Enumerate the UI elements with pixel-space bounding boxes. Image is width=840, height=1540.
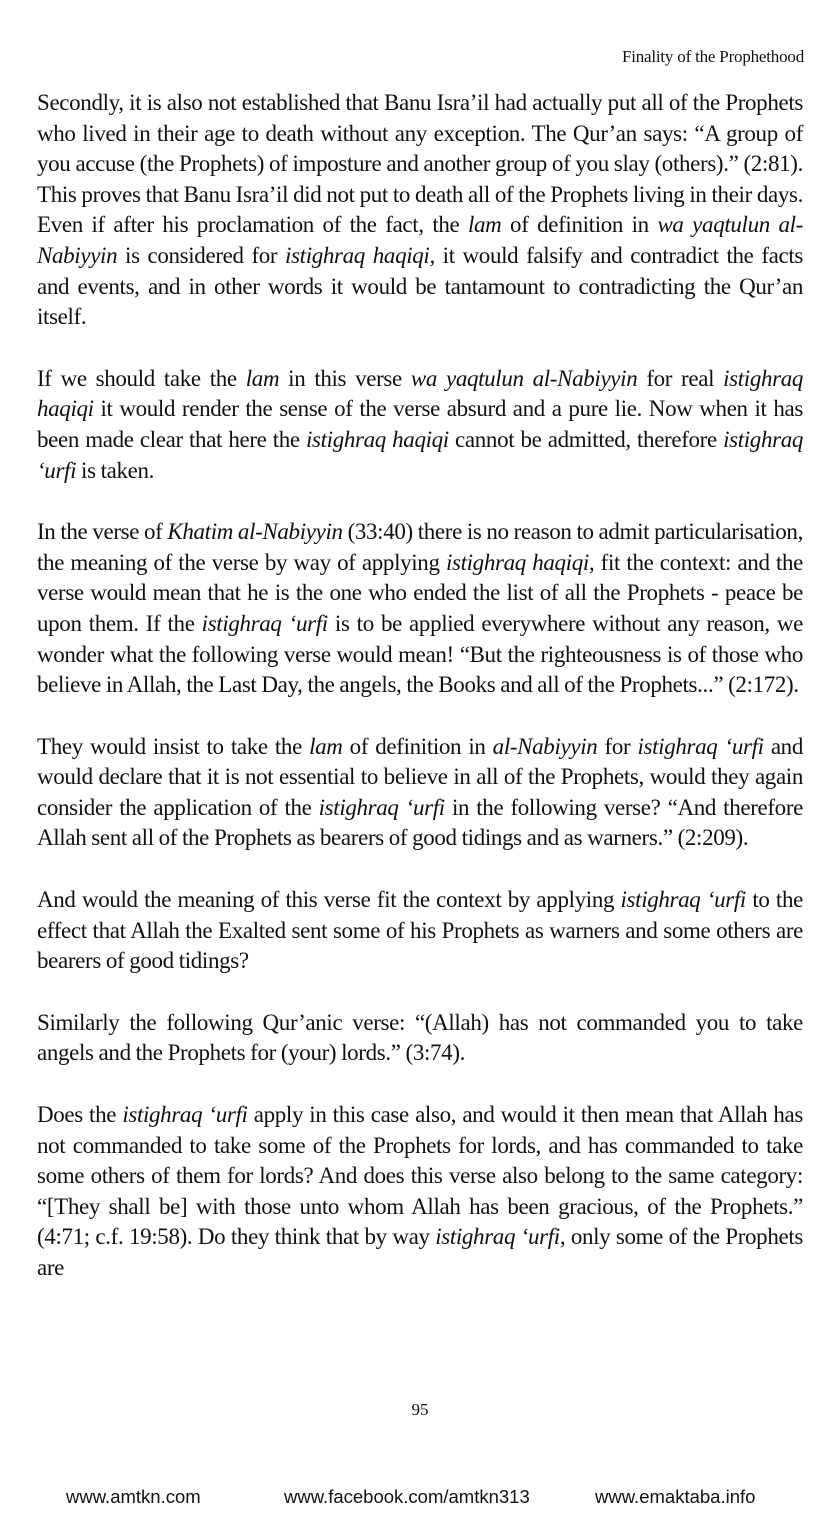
text-run: and would declare that it is not essential to believe in all of the Prophets, would they again consider the application of the	[37, 733, 803, 820]
text-run: of definition in	[501, 212, 658, 238]
italic-term: istighraq haqiqi	[306, 426, 449, 452]
italic-term: istighraq haqiqi	[37, 365, 804, 422]
paragraph	[37, 1100, 803, 1284]
italic-term: wa yaqtulun al-Nabiyyin	[410, 365, 638, 391]
text-run: in the following verse? “And therefore Allah sent all of the Prophets as bearers of good tidings and as warners.” (2:209).	[37, 794, 803, 851]
text-run: it would falsify and contradict the facts and events, and in other words it would be tantamount to contradicting the Qur’an itself.	[37, 242, 803, 330]
text-run: it would render the sense of the verse absurd and a pure lie. Now when it has been made clear that here the	[37, 396, 803, 452]
text-run: of definition in	[342, 733, 493, 759]
footer-link-amtkn[interactable]: www.amtkn.com	[66, 1486, 201, 1507]
page-number: 95	[411, 1400, 429, 1419]
italic-term: istighraq haqiqi,	[445, 549, 595, 575]
text-run: apply in this case also, and would it then mean that Allah has not commanded to take some of the Prophets for lords, and has commanded to take some others of them for lords? And does this verse also belong to the same category: “[They shall be] with those unto whom Allah has been gracious, of the Prophets.” (4:71; c.f. 19:58). Do they think that by way	[37, 1102, 804, 1250]
text-run: fit the context: and the verse would mean that he is the one who ended the list of all the Prophets - peace be upon them. If the	[37, 549, 803, 636]
text-run: Does the	[37, 1102, 123, 1128]
text-run: (33:40) there is no reason to admit particularisation, the meaning of the verse by way of applying	[37, 519, 803, 575]
italic-term: Khatim al-Nabiyyin	[167, 519, 343, 545]
italic-term: istighraq ‘urfi,	[435, 1224, 566, 1250]
text-run: is to be applied everywhere without any reason, we wonder what the following verse would mean! “But the righteousness is of those who believe in Allah, the Last Day, the angels, the Books and all of the Prophets...” (2:172).	[37, 610, 803, 698]
text-run: is considered for	[117, 242, 286, 268]
footer	[0, 1486, 840, 1516]
paragraph	[37, 517, 803, 701]
italic-term: lam	[467, 212, 502, 238]
italic-term: wa yaqtulun al-Nabiyyin	[37, 212, 803, 268]
italic-term: lam	[309, 733, 343, 759]
text-run: Secondly, it is also not established that Banu Isra’il had actually put all of the Prophets who lived in their age to death without any exception. The Qur’an says: “A group of you accuse (the Prophets) of imposture and another group of you slay (others).” (2:81). This proves that Banu Isra’il did not put to death all of the Prophets living in their days. Even if after his proclamation of the fact, the	[37, 90, 803, 238]
text-run: for	[597, 733, 638, 759]
italic-term: istighraq ‘urfi	[620, 887, 746, 913]
paragraph	[37, 88, 803, 333]
text-run: for real	[637, 365, 724, 391]
italic-term: lam	[245, 365, 280, 391]
text-run: They would insist to take the	[37, 733, 310, 759]
italic-term: istighraq ‘urfi	[318, 794, 445, 820]
paragraph	[37, 732, 803, 854]
text-run: In the verse of	[37, 519, 168, 545]
text-run: to the effect that Allah the Exalted sent some of his Prophets as warners and some others are bearers of good tidings?	[37, 887, 803, 974]
italic-term: istighraq haqiqi,	[285, 242, 435, 268]
text-run: is taken.	[76, 457, 155, 483]
italic-term: al-Nabiyyin	[492, 733, 598, 759]
italic-term: istighraq ‘urfi	[122, 1102, 248, 1128]
paragraph	[37, 1008, 803, 1069]
italic-term: istighraq ‘urfi	[201, 610, 328, 636]
text-run: cannot be admitted, therefore	[448, 426, 724, 452]
italic-term: istighraq ‘urfi	[637, 733, 764, 759]
footer-link-facebook[interactable]: www.facebook.com/amtkn313	[284, 1486, 530, 1507]
paragraph	[37, 885, 803, 977]
text-run: If we should take the	[37, 365, 246, 391]
paragraph	[37, 364, 803, 486]
footer-link-emaktaba[interactable]: www.emaktaba.info	[595, 1486, 756, 1507]
italic-term: istighraq ‘urfi	[37, 426, 803, 483]
text-run: in this verse	[279, 365, 411, 391]
text-run: And would the meaning of this verse fit the context by applying	[37, 887, 621, 913]
body-text	[37, 88, 803, 1284]
running-header-title: Finality of the Prophethood	[621, 47, 804, 66]
text-run: only some of the Prophets are	[37, 1224, 803, 1280]
text-run: Similarly the following Qur’anic verse: “(Allah) has not commanded you to take angels and the Prophets for (your) lords.” (3:74).	[37, 1009, 803, 1066]
